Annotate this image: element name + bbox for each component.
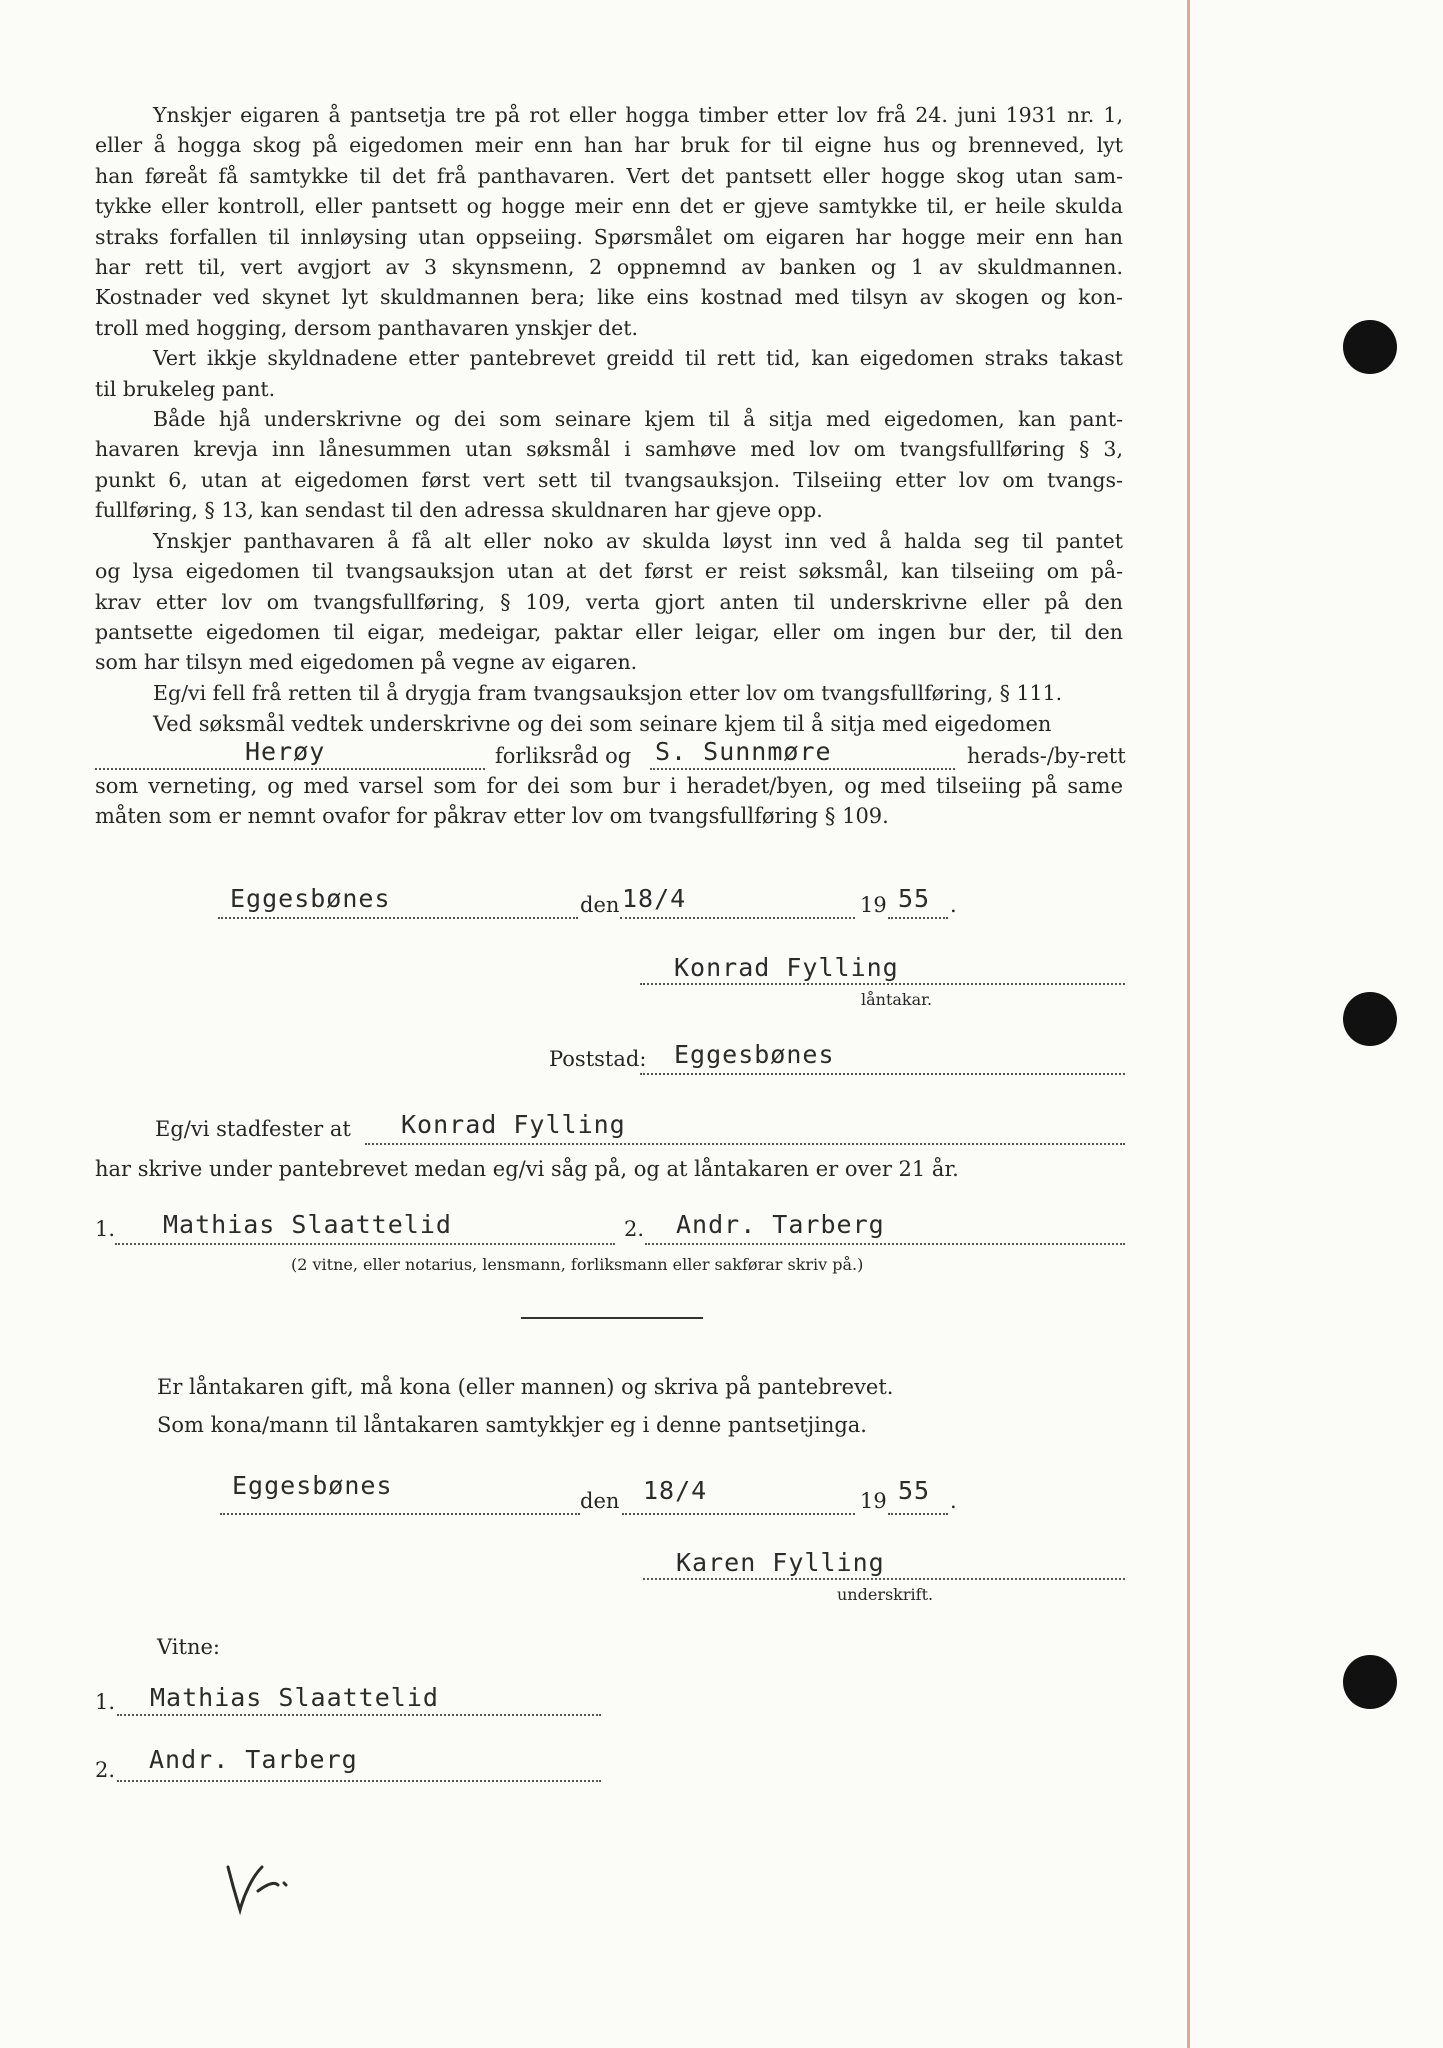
herad-line bbox=[650, 768, 955, 770]
body-line: Vert ikkje skyldnadene etter pantebrevet greidd til rett tid, kan eigedomen straks takast bbox=[153, 346, 1123, 371]
spouse-witness1: Mathias Slaattelid bbox=[150, 1683, 439, 1712]
borrower-role: låntakar. bbox=[861, 990, 933, 1009]
spouse-line1: Er låntakaren gift, må kona (eller mannen) og skriva på pantebrevet. bbox=[157, 1375, 894, 1399]
spouse-year-suffix: 55 bbox=[898, 1476, 931, 1505]
spouse-name: Karen Fylling bbox=[676, 1548, 885, 1577]
punch-hole-top bbox=[1343, 320, 1397, 374]
spouse-witness2-line bbox=[117, 1780, 601, 1782]
handwritten-initials bbox=[222, 1855, 302, 1930]
poststad-value: Eggesbønes bbox=[674, 1040, 835, 1069]
vitne-label: Vitne: bbox=[157, 1635, 220, 1659]
forliksrad-value: Herøy bbox=[245, 737, 326, 766]
attest-witness2-num: 2. bbox=[624, 1217, 645, 1241]
forliksrad-label: forliksråd og bbox=[495, 744, 632, 768]
spouse-witness2-num: 2. bbox=[95, 1758, 116, 1782]
body-line: han føreåt få samtykke til det frå panthavaren. Vert det pantsett eller hogge skog utan sam- bbox=[95, 163, 1123, 188]
date-line bbox=[620, 917, 855, 919]
year-suffix: 55 bbox=[898, 884, 931, 913]
borrower-sign-line bbox=[640, 983, 1125, 985]
borrower-date: 18/4 bbox=[622, 884, 687, 913]
attest-witness2: Andr. Tarberg bbox=[676, 1210, 885, 1239]
spouse-year-line bbox=[888, 1513, 948, 1515]
den-label: den bbox=[580, 893, 620, 917]
punch-hole-bottom bbox=[1343, 1655, 1397, 1709]
spouse-date: 18/4 bbox=[643, 1476, 708, 1505]
poststad-label: Poststad: bbox=[549, 1047, 647, 1071]
spouse-sign-line bbox=[643, 1578, 1125, 1580]
body-line: Ynskjer eigaren å pantsetja tre på rot eller hogga timber etter lov frå 24. juni 1931 nr. 1, bbox=[153, 103, 1123, 127]
spouse-den-label: den bbox=[580, 1489, 620, 1513]
body-line: til brukeleg pant. bbox=[95, 376, 276, 401]
body-line: straks forfallen til innløysing utan oppseiing. Spørsmålet om eigaren har hogge meir enn han bbox=[95, 224, 1123, 249]
spouse-line2: Som kona/mann til låntakaren samtykkjer eg i denne pantsetjinga. bbox=[157, 1413, 867, 1437]
body-line: pantsette eigedomen til eigar, medeigar, paktar eller leigar, eller om ingen bur der, til den bbox=[95, 619, 1123, 644]
attest-witness1-line bbox=[115, 1243, 615, 1245]
year-prefix: 19 bbox=[860, 893, 887, 917]
borrower-place: Eggesbønes bbox=[230, 884, 391, 913]
red-margin-line bbox=[1187, 0, 1190, 2048]
attest-note: (2 vitne, eller notarius, lensmann, forliksmann eller sakførar skriv på.) bbox=[291, 1255, 864, 1274]
borrower-name: Konrad Fylling bbox=[674, 953, 899, 982]
spouse-witness2: Andr. Tarberg bbox=[149, 1745, 358, 1774]
poststad-line bbox=[640, 1073, 1125, 1075]
attest-name: Konrad Fylling bbox=[401, 1110, 626, 1139]
attest-name-line bbox=[365, 1143, 1125, 1145]
body-line: fullføring, § 13, kan sendast til den adressa skuldnaren har gjeve opp. bbox=[95, 498, 823, 523]
date-period: . bbox=[950, 893, 957, 917]
body-line: tykke eller kontroll, eller pantsett og hogge meir enn det er gjeve samtykke til, er heile skulda bbox=[95, 194, 1123, 219]
spouse-witness1-num: 1. bbox=[95, 1690, 116, 1714]
body-line: havaren krevja inn lånesummen utan søksmål i samhøve med lov om tvangsfullføring § 3, bbox=[95, 437, 1123, 462]
body-line: Ynskjer panthavaren å få alt eller noko av skulda løyst inn ved å halda seg til pantet bbox=[153, 528, 1123, 553]
spouse-date-line bbox=[622, 1513, 855, 1515]
spouse-year-prefix: 19 bbox=[860, 1489, 887, 1513]
year-line bbox=[888, 917, 948, 919]
attest-intro: Eg/vi stadfester at bbox=[155, 1117, 351, 1141]
spouse-witness1-line bbox=[117, 1714, 601, 1716]
attest-statement: har skrive under pantebrevet medan eg/vi såg på, og at låntakaren er over 21 år. bbox=[95, 1157, 959, 1181]
place-line bbox=[218, 917, 578, 919]
spouse-place-line bbox=[220, 1513, 580, 1515]
herad-label: herads-/by-rett bbox=[967, 744, 1126, 768]
body-line: Kostnader ved skynet lyt skuldmannen bera; like eins kostnad med tilsyn av skogen og kon- bbox=[95, 285, 1123, 310]
body-text bbox=[95, 100, 1123, 708]
section-divider bbox=[521, 1317, 703, 1319]
spouse-date-period: . bbox=[950, 1489, 957, 1513]
body-line: troll med hogging, dersom panthavaren ynskjer det. bbox=[95, 315, 638, 340]
body-line: krav etter lov om tvangsfullføring, § 109, verta gjort anten til underskrivne eller på den bbox=[95, 589, 1123, 614]
body-line: Både hjå underskrivne og dei som seinare kjem til å sitja med eigedomen, kan pant- bbox=[153, 407, 1123, 432]
body-line: eller å hogga skog på eigedomen meir enn han har bruk for til eigne hus og brenneved, lyt bbox=[95, 133, 1123, 158]
spouse-place: Eggesbønes bbox=[232, 1471, 393, 1500]
body-line: og lysa eigedomen til tvangsauksjon utan at det først er reist søksmål, kan tilseiing om på- bbox=[95, 559, 1123, 584]
herad-value: S. Sunnmøre bbox=[655, 737, 832, 766]
body-line: punkt 6, utan at eigedomen først vert sett til tvangsauksjon. Tilseiing etter lov om tvangs- bbox=[95, 467, 1123, 492]
punch-hole-middle bbox=[1343, 992, 1397, 1046]
venue-line2: som verneting, og med varsel som for dei som bur i heradet/byen, og med tilseiing på same bbox=[95, 774, 1123, 798]
venue-line3: måten som er nemnt ovafor for påkrav etter lov om tvangsfullføring § 109. bbox=[95, 804, 889, 828]
body-line: har rett til, vert avgjort av 3 skynsmenn, 2 oppnemnd av banken og 1 av skuldmannen. bbox=[95, 255, 1123, 280]
attest-witness2-line bbox=[645, 1243, 1125, 1245]
body-line: Eg/vi fell frå retten til å drygja fram tvangsauksjon etter lov om tvangsfullføring, § 111. bbox=[153, 680, 1063, 705]
forliksrad-line bbox=[95, 768, 485, 770]
spouse-role: underskrift. bbox=[837, 1585, 934, 1604]
body-line: som har tilsyn med eigedomen på vegne av eigaren. bbox=[95, 650, 638, 675]
attest-witness1-num: 1. bbox=[95, 1217, 116, 1241]
attest-witness1: Mathias Slaattelid bbox=[163, 1210, 452, 1239]
venue-intro: Ved søksmål vedtek underskrivne og dei som seinare kjem til å sitja med eigedomen bbox=[153, 712, 1052, 736]
